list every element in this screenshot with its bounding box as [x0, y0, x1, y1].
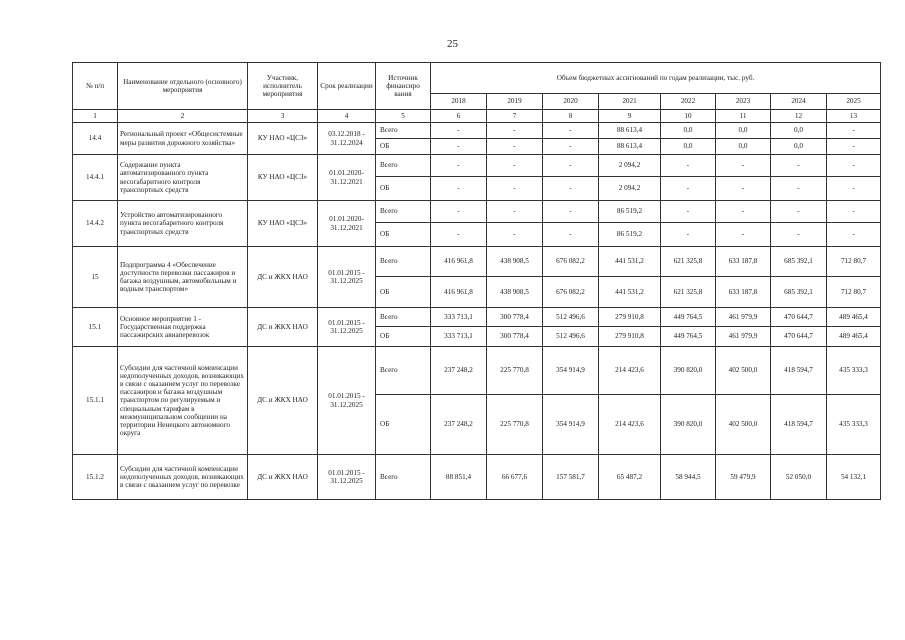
column-number: 9: [599, 110, 661, 123]
row-value: 633 187,8: [716, 277, 771, 308]
row-value: 237 248,2: [431, 347, 487, 395]
table-row: [73, 308, 881, 327]
row-value: 441 531,2: [599, 247, 661, 277]
header-year: 2018: [431, 94, 487, 110]
row-value: -: [431, 223, 487, 247]
header-year: 2019: [487, 94, 543, 110]
row-value: -: [827, 223, 881, 247]
row-value: 438 908,5: [487, 277, 543, 308]
table-row: [73, 347, 881, 395]
row-number: 15.1.1: [73, 347, 118, 455]
row-value: 416 961,8: [431, 277, 487, 308]
row-value: 449 764,5: [661, 308, 716, 327]
row-value: -: [487, 223, 543, 247]
row-source: ОБ: [376, 139, 431, 155]
row-value: 402 500,0: [716, 395, 771, 455]
row-value: 470 644,7: [771, 308, 827, 327]
row-value: 214 423,6: [599, 395, 661, 455]
row-source: Всего: [376, 347, 431, 395]
row-value: -: [487, 123, 543, 139]
row-value: 225 770,8: [487, 347, 543, 395]
row-value: 225 770,8: [487, 395, 543, 455]
row-value: 621 325,8: [661, 277, 716, 308]
row-name: Основное мероприятие 1 - Государственная поддержка пассажирских авиаперевозок: [118, 308, 248, 347]
row-value: -: [827, 177, 881, 201]
row-name: Устройство автоматизированного пункта весогабаритного контроля транспортных средств: [118, 201, 248, 247]
row-value: -: [487, 177, 543, 201]
table-row: [73, 247, 881, 277]
row-value: 86 519,2: [599, 223, 661, 247]
row-value: 354 914,9: [543, 347, 599, 395]
row-value: 333 713,1: [431, 327, 487, 347]
column-number: 2: [118, 110, 248, 123]
row-value: 52 050,0: [771, 455, 827, 500]
row-value: 441 531,2: [599, 277, 661, 308]
row-value: -: [543, 139, 599, 155]
row-value: 621 325,8: [661, 247, 716, 277]
row-value: 416 961,8: [431, 247, 487, 277]
row-name: Региональный проект «Общесистемные меры развития дорожного хозяйства»: [118, 123, 248, 155]
row-value: -: [661, 223, 716, 247]
column-number: 4: [318, 110, 376, 123]
page-number: 25: [447, 38, 458, 50]
row-value: -: [431, 201, 487, 223]
row-source: Всего: [376, 308, 431, 327]
row-value: 0,0: [661, 123, 716, 139]
row-name: Субсидии для частичной компенсации недополученных доходов, возникающих в связи с оказанием услуг по перевозке: [118, 455, 248, 500]
row-value: 418 594,7: [771, 347, 827, 395]
row-value: 461 979,9: [716, 327, 771, 347]
row-value: 438 908,5: [487, 247, 543, 277]
row-name: Субсидии для частичной компенсации недополученных доходов, возникающих в связи с оказанием услуг по перевозке пассажиров и багажа воздушным транспортом по регулируемым и специальным тарифам в межмуниципальном сообщении на территории Ненецкого автономного округа: [118, 347, 248, 455]
row-source: Всего: [376, 155, 431, 177]
row-value: 461 979,9: [716, 308, 771, 327]
row-value: 300 778,4: [487, 327, 543, 347]
row-source: ОБ: [376, 223, 431, 247]
row-value: 449 764,5: [661, 327, 716, 347]
row-value: 2 094,2: [599, 155, 661, 177]
row-value: 489 465,4: [827, 327, 881, 347]
table-row: [73, 201, 881, 223]
row-value: 418 594,7: [771, 395, 827, 455]
header-participant: Участник, исполнитель мероприятия: [248, 63, 318, 110]
row-value: 66 677,6: [487, 455, 543, 500]
column-number: 7: [487, 110, 543, 123]
row-period: 01.01.2015 - 31.12.2025: [318, 308, 376, 347]
row-value: 58 944,5: [661, 455, 716, 500]
row-value: -: [716, 177, 771, 201]
column-number: 10: [661, 110, 716, 123]
header-year: 2023: [716, 94, 771, 110]
row-value: 88 613,4: [599, 123, 661, 139]
row-participant: ДС и ЖКХ НАО: [248, 308, 318, 347]
row-source: Всего: [376, 201, 431, 223]
row-source: Всего: [376, 123, 431, 139]
row-value: 512 496,6: [543, 308, 599, 327]
row-participant: ДС и ЖКХ НАО: [248, 455, 318, 500]
row-value: -: [827, 123, 881, 139]
header-year: 2025: [827, 94, 881, 110]
row-value: -: [716, 155, 771, 177]
row-value: 237 248,2: [431, 395, 487, 455]
row-value: 333 713,1: [431, 308, 487, 327]
row-value: -: [771, 201, 827, 223]
row-value: 279 910,8: [599, 327, 661, 347]
row-source: ОБ: [376, 177, 431, 201]
row-value: -: [543, 155, 599, 177]
row-value: -: [431, 155, 487, 177]
row-value: 2 094,2: [599, 177, 661, 201]
column-number: 6: [431, 110, 487, 123]
row-value: 402 500,0: [716, 347, 771, 395]
row-value: -: [716, 201, 771, 223]
header-period: Срок реализации: [318, 63, 376, 110]
row-value: -: [431, 139, 487, 155]
header-year: 2022: [661, 94, 716, 110]
row-value: -: [431, 177, 487, 201]
row-source: ОБ: [376, 327, 431, 347]
row-value: 88 851,4: [431, 455, 487, 500]
row-value: 435 333,3: [827, 347, 881, 395]
header-source: Источник финансиро вания: [376, 63, 431, 110]
row-value: 65 487,2: [599, 455, 661, 500]
row-value: 489 465,4: [827, 308, 881, 327]
row-participant: ДС и ЖКХ НАО: [248, 347, 318, 455]
column-number-row: [73, 110, 881, 123]
row-value: 0,0: [716, 139, 771, 155]
row-source: ОБ: [376, 395, 431, 455]
row-value: -: [771, 177, 827, 201]
row-value: -: [771, 155, 827, 177]
row-value: 712 80,7: [827, 277, 881, 308]
row-value: -: [543, 123, 599, 139]
row-value: -: [827, 201, 881, 223]
header-year: 2024: [771, 94, 827, 110]
row-value: -: [771, 223, 827, 247]
row-value: 685 392,1: [771, 247, 827, 277]
column-number: 12: [771, 110, 827, 123]
header-year: 2020: [543, 94, 599, 110]
row-value: -: [543, 177, 599, 201]
column-number: 1: [73, 110, 118, 123]
row-number: 15: [73, 247, 118, 308]
header-name: Наименование отдельного (основного) мероприятия: [118, 63, 248, 110]
row-value: -: [487, 155, 543, 177]
row-value: 435 333,3: [827, 395, 881, 455]
row-value: 0,0: [771, 123, 827, 139]
row-value: 633 187,8: [716, 247, 771, 277]
row-source: ОБ: [376, 277, 431, 308]
header-budget: Объем бюджетных ассигнований по годам реализации, тыс. руб.: [431, 63, 881, 94]
row-value: 712 80,7: [827, 247, 881, 277]
row-value: -: [661, 155, 716, 177]
row-value: 0,0: [661, 139, 716, 155]
row-value: 676 082,2: [543, 247, 599, 277]
row-value: 390 820,0: [661, 395, 716, 455]
row-value: 512 496,6: [543, 327, 599, 347]
row-value: 279 910,8: [599, 308, 661, 327]
row-value: 59 479,9: [716, 455, 771, 500]
row-value: 390 820,0: [661, 347, 716, 395]
row-period: 01.01.2015 - 31.12.2025: [318, 247, 376, 308]
row-value: 214 423,6: [599, 347, 661, 395]
row-value: -: [661, 177, 716, 201]
row-value: 676 082,2: [543, 277, 599, 308]
row-value: 470 644,7: [771, 327, 827, 347]
header-num: № п/п: [73, 63, 118, 110]
row-value: -: [487, 201, 543, 223]
row-participant: КУ НАО «ЦСЗ»: [248, 201, 318, 247]
row-value: 685 392,1: [771, 277, 827, 308]
row-value: -: [487, 139, 543, 155]
table-row: [73, 455, 881, 500]
row-name: Содержание пункта автоматизированного пункта весогабаритного контроля транспортных средств: [118, 155, 248, 201]
row-number: 14.4.1: [73, 155, 118, 201]
row-number: 14.4.2: [73, 201, 118, 247]
row-participant: ДС и ЖКХ НАО: [248, 247, 318, 308]
row-value: 354 914,9: [543, 395, 599, 455]
table-row: [73, 155, 881, 177]
row-participant: КУ НАО «ЦСЗ»: [248, 123, 318, 155]
row-source: Всего: [376, 455, 431, 500]
row-value: 0,0: [716, 123, 771, 139]
row-value: -: [543, 201, 599, 223]
row-number: 15.1: [73, 308, 118, 347]
row-participant: КУ НАО «ЦСЗ»: [248, 155, 318, 201]
row-name: Подпрограмма 4 «Обеспечение доступности перевозки пассажиров и багажа воздушным, автомобильным и водным транспортом»: [118, 247, 248, 308]
row-value: 88 613,4: [599, 139, 661, 155]
header-year: 2021: [599, 94, 661, 110]
column-number: 8: [543, 110, 599, 123]
row-period: 01.01.2020- 31.12.2021: [318, 201, 376, 247]
row-period: 01.01.2015 - 31.12.2025: [318, 347, 376, 455]
row-period: 01.01.2015 - 31.12.2025: [318, 455, 376, 500]
row-value: -: [661, 201, 716, 223]
row-value: -: [431, 123, 487, 139]
column-number: 3: [248, 110, 318, 123]
row-number: 14.4: [73, 123, 118, 155]
row-value: 86 519,2: [599, 201, 661, 223]
row-value: -: [827, 155, 881, 177]
row-source: Всего: [376, 247, 431, 277]
row-value: -: [827, 139, 881, 155]
column-number: 5: [376, 110, 431, 123]
budget-table: [72, 62, 881, 500]
row-value: -: [716, 223, 771, 247]
row-value: 54 132,1: [827, 455, 881, 500]
row-period: 01.01.2020- 31.12.2021: [318, 155, 376, 201]
row-value: -: [543, 223, 599, 247]
row-period: 03.12.2018 - 31.12.2024: [318, 123, 376, 155]
row-value: 0,0: [771, 139, 827, 155]
table-row: [73, 123, 881, 139]
row-value: 300 778,4: [487, 308, 543, 327]
row-number: 15.1.2: [73, 455, 118, 500]
row-value: 157 581,7: [543, 455, 599, 500]
column-number: 11: [716, 110, 771, 123]
column-number: 13: [827, 110, 881, 123]
table-body: [73, 123, 881, 500]
